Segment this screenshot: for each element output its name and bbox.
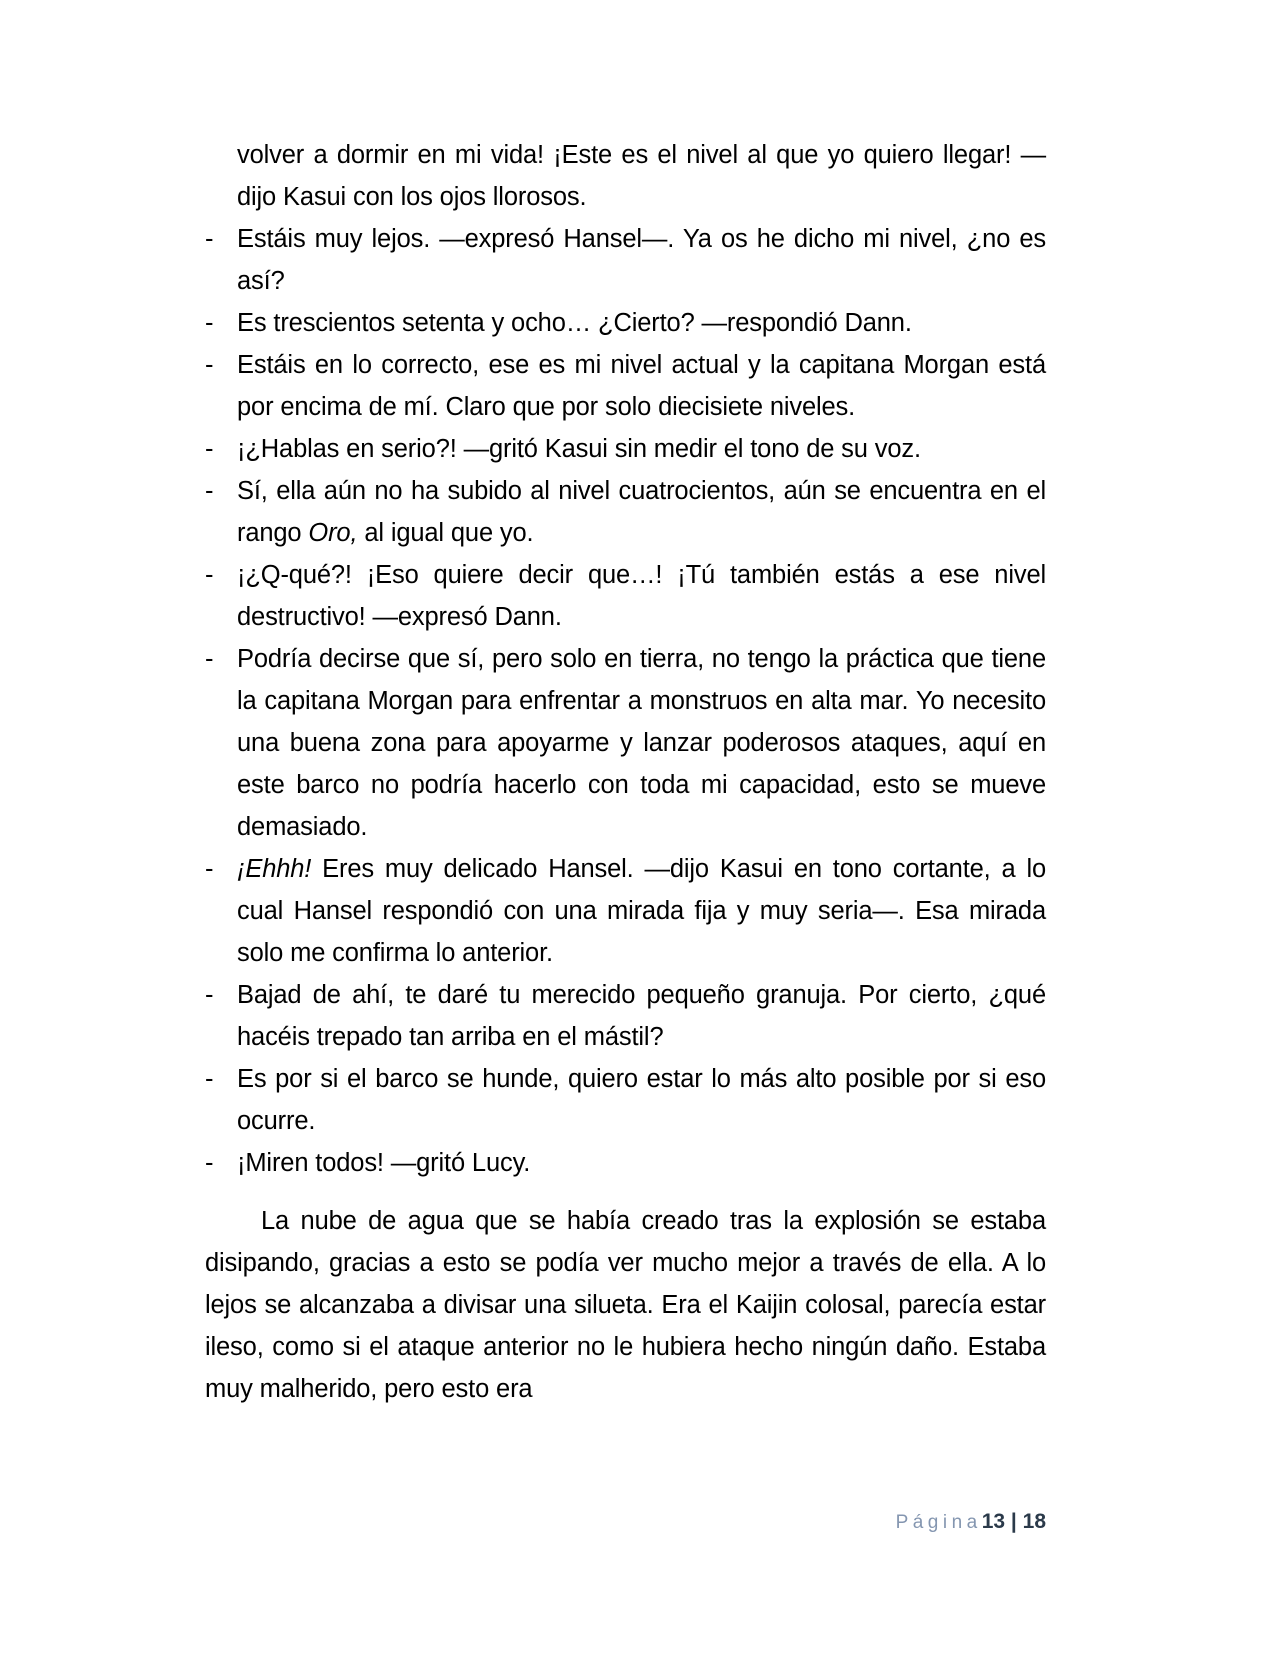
dialogue-text: Podría decirse que sí, pero solo en tierra, no tengo la práctica que tiene la capitana Morgan para enfrentar a monstruos en alta mar. Yo necesito una buena zona para apoyarme y lanzar poderosos ataques, aquí en este barco no podría hacerlo con toda mi capacidad, esto se mueve demasiado. — [237, 645, 1046, 841]
list-item — [205, 554, 1046, 638]
dialogue-text: ¡Miren todos! —gritó Lucy. — [237, 1149, 531, 1177]
dialogue-text-before-italic: Sí, ella aún no ha subido al nivel cuatrocientos, aún se encuentra en el rango — [237, 477, 1046, 547]
page-footer — [205, 1510, 1046, 1535]
dash-bullet: - — [205, 351, 214, 379]
dash-bullet: - — [205, 477, 214, 505]
list-item — [205, 134, 1046, 218]
emphasis-rank-oro: Oro, — [308, 519, 358, 547]
list-item — [205, 638, 1046, 848]
dialogue-text: volver a dormir en mi vida! ¡Este es el nivel al que yo quiero llegar! —dijo Kasui con los ojos llorosos. — [237, 141, 1046, 211]
dialogue-text: ¡¿Hablas en serio?! —gritó Kasui sin medir el tono de su voz. — [237, 435, 921, 463]
list-item — [205, 428, 1046, 470]
list-item — [205, 974, 1046, 1058]
list-item — [205, 470, 1046, 554]
dash-bullet: - — [205, 225, 214, 253]
dash-bullet: - — [205, 561, 214, 589]
footer-page-numbers: 13 | 18 — [981, 1510, 1046, 1533]
dash-bullet: - — [205, 1149, 214, 1177]
list-item — [205, 1058, 1046, 1142]
dash-bullet: - — [205, 645, 214, 673]
dialogue-list — [205, 134, 1046, 1184]
dialogue-text-after-italic: Eres muy delicado Hansel. —dijo Kasui en tono cortante, a lo cual Hansel respondió con una mirada fija y muy seria—. Esa mirada solo me confirma lo anterior. — [237, 855, 1046, 967]
body-paragraph: La nube de agua que se había creado tras la explosión se estaba disipando, gracias a esto se podía ver mucho mejor a través de ella. A lo lejos se alcanzaba a divisar una silueta. Era el Kaijin colosal, parecía estar ileso, como si el ataque anterior no le hubiera hecho ningún daño. Estaba muy malherido, pero esto era — [205, 1207, 1046, 1403]
dialogue-text: Es trescientos setenta y ocho… ¿Cierto? —respondió Dann. — [237, 309, 912, 337]
dialogue-text-after-italic: al igual que yo. — [357, 519, 534, 547]
dash-bullet: - — [205, 435, 214, 463]
page-content — [205, 134, 1046, 1410]
list-item — [205, 218, 1046, 302]
dialogue-text: Es por si el barco se hunde, quiero estar lo más alto posible por si eso ocurre. — [237, 1065, 1046, 1135]
dialogue-text: Bajad de ahí, te daré tu merecido pequeño granuja. Por cierto, ¿qué hacéis trepado tan arriba en el mástil? — [237, 981, 1046, 1051]
dash-bullet: - — [205, 855, 214, 883]
list-item — [205, 848, 1046, 974]
dash-bullet: - — [205, 981, 214, 1009]
dialogue-text: Estáis en lo correcto, ese es mi nivel actual y la capitana Morgan está por encima de mí. Claro que por solo diecisiete niveles. — [237, 351, 1046, 421]
list-item — [205, 1142, 1046, 1184]
dialogue-text: Estáis muy lejos. —expresó Hansel—. Ya os he dicho mi nivel, ¿no es así? — [237, 225, 1046, 295]
dialogue-text: ¡¿Q-qué?! ¡Eso quiere decir que…! ¡Tú también estás a ese nivel destructivo! —expresó Dann. — [237, 561, 1046, 631]
list-item — [205, 302, 1046, 344]
footer-label: Página — [895, 1512, 982, 1533]
dash-bullet: - — [205, 309, 214, 337]
emphasis-ehhh: ¡Ehhh! — [237, 855, 312, 883]
dash-bullet: - — [205, 1065, 214, 1093]
list-item — [205, 344, 1046, 428]
